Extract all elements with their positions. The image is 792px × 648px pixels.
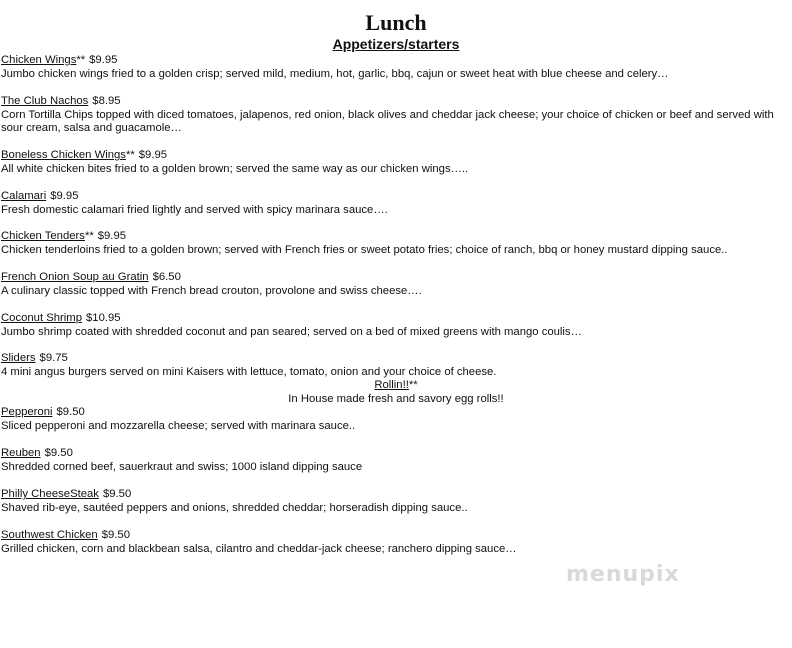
menu-item-philly-cheesesteak [1,488,787,515]
menu-item-southwest-chicken [1,529,787,556]
item-name: The Club Nachos [1,95,89,107]
item-name: Philly CheeseSteak [1,488,99,500]
item-description: 4 mini angus burgers served on mini Kaisers with lettuce, tomato, onion and your choice of cheese. [1,365,497,378]
item-name: Southwest Chicken [1,529,98,541]
item-description: Jumbo chicken wings fried to a golden crisp; served mild, medium, hot, garlic, bbq, cajun or sweet heat with blue cheese and celery… [1,67,669,80]
page-title: Lunch [365,10,427,35]
item-description: Sliced pepperoni and mozzarella cheese; served with marinara sauce.. [1,419,356,432]
menu-item-sliders [1,352,787,379]
item-description: Grilled chicken, corn and blackbean salsa, cilantro and cheddar-jack cheese; ranchero dipping sauce… [1,542,517,555]
menu-item-club-nachos [1,95,787,136]
item-price: $6.50 [152,271,181,283]
menu-item-boneless-wings [1,149,787,176]
watermark-logo: menupix [566,562,680,587]
item-name: Calamari [1,190,47,202]
item-name: Coconut Shrimp [1,312,82,324]
item-price: $9.95 [97,230,127,242]
menu-item-calamari [1,190,787,217]
special-name: Rollin!! [374,379,409,391]
item-stars: ** [76,54,86,66]
special-description: In House made fresh and savory egg rolls!! [288,392,504,405]
item-price: $9.50 [44,447,73,459]
item-stars: ** [84,230,94,242]
item-name: Sliders [1,352,36,364]
item-price: $9.95 [138,149,168,161]
menu-item-chicken-wings [1,54,787,81]
item-description: Shredded corned beef, sauerkraut and swiss; 1000 island dipping sauce [1,460,363,473]
special-stars: ** [408,379,418,391]
item-price: $9.50 [56,406,85,418]
menu-item-french-onion-soup [1,271,787,298]
item-stars: ** [125,149,135,161]
item-description: Jumbo shrimp coated with shredded coconut and pan seared; served on a bed of mixed greens with mango coulis… [1,325,582,338]
item-name: Pepperoni [1,406,53,418]
item-price: $9.75 [39,352,68,364]
item-price: $9.50 [101,529,130,541]
item-description: Corn Tortilla Chips topped with diced tomatoes, jalapenos, red onion, black olives and cheddar jack cheese; your choice of chicken or beef and served with sour cream, salsa and guacamole… [1,108,774,134]
menu-item-pepperoni [1,406,787,433]
item-price: $9.50 [102,488,132,500]
menu-item-reuben [1,447,787,474]
item-price: $9.95 [50,190,79,202]
special-item-rollin [0,379,792,406]
item-name: Reuben [1,447,41,459]
item-price: $10.95 [86,312,121,324]
section-title: Appetizers/starters [332,36,460,52]
item-price: $8.95 [92,95,121,107]
item-description: All white chicken bites fried to a golden brown; served the same way as our chicken wings….. [1,162,469,175]
item-price: $9.95 [89,54,118,66]
item-description: Fresh domestic calamari fried lightly and served with spicy marinara sauce…. [1,203,388,216]
item-description: Shaved rib-eye, sautéed peppers and onions, shredded cheddar; horseradish dipping sauce.. [1,501,468,514]
item-description: A culinary classic topped with French bread crouton, provolone and swiss cheese…. [1,284,422,297]
item-name: Chicken Tenders [1,230,85,242]
item-description: Chicken tenderloins fried to a golden brown; served with French fries or sweet potato fries; choice of ranch, bbq or honey mustard dipping sauce.. [1,243,728,256]
item-name: Boneless Chicken Wings [1,149,126,161]
item-name: Chicken Wings [1,54,77,66]
menu-item-chicken-tenders [1,230,787,257]
item-name: French Onion Soup au Gratin [1,271,149,283]
menu-item-coconut-shrimp [1,312,787,339]
